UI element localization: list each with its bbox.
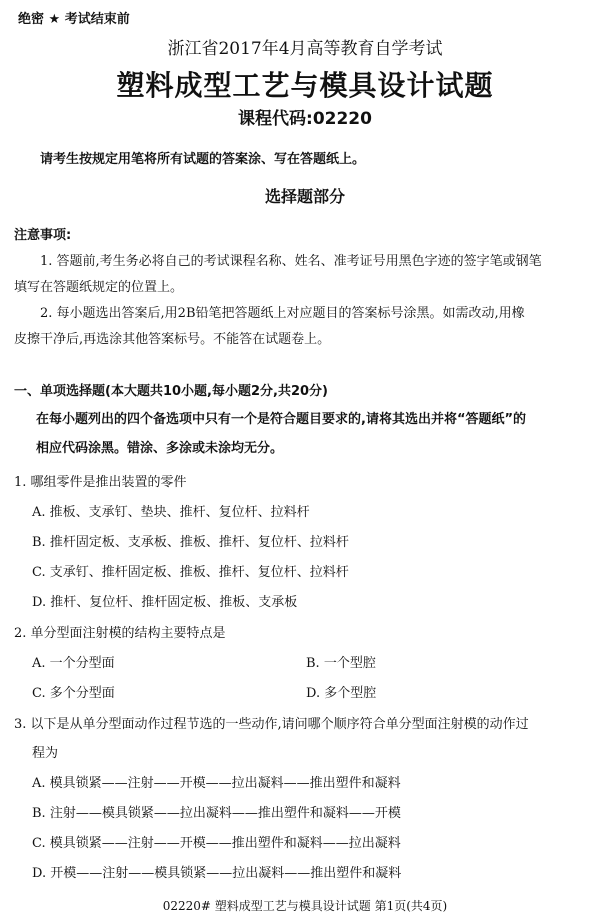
q2-option-b: B. 一个型腔 (306, 656, 376, 671)
q3-stem-line-1: 3. 以下是从单分型面动作过程节选的一些动作,请问哪个顺序符合单分型面注射模的动作过 (14, 717, 529, 732)
part1-heading: 一、单项选择题(本大题共10小题,每小题2分,共20分) (14, 384, 328, 399)
q1-stem: 1. 哪组零件是推出装置的零件 (14, 475, 187, 490)
q3-stem-line-2: 程为 (32, 746, 59, 761)
answer-instruction: 请考生按规定用笔将所有试题的答案涂、写在答题纸上。 (40, 152, 366, 167)
q3-option-d: D. 开模——注射——模具锁紧——拉出凝料——推出塑件和凝料 (32, 866, 402, 881)
q3-option-b: B. 注射——模具锁紧——拉出凝料——推出塑件和凝料——开模 (32, 806, 401, 821)
exam-title: 浙江省2017年4月高等教育自学考试 (167, 39, 443, 59)
q1-option-c: C. 支承钉、推杆固定板、推板、推杆、复位杆、拉料杆 (32, 565, 349, 580)
course-code: 课程代码:02220 (238, 109, 372, 129)
secret-label: 绝密 ★ 考试结束前 (18, 12, 130, 27)
part1-desc-line-2: 相应代码涂黑。错涂、多涂或未涂均无分。 (36, 441, 284, 456)
q1-option-b: B. 推杆固定板、支承板、推板、推杆、复位杆、拉料杆 (32, 535, 349, 550)
part1-desc-line-1: 在每小题列出的四个备选项中只有一个是符合题目要求的,请将其选出并将“答题纸”的 (36, 412, 527, 427)
note-2-line-2: 皮擦干净后,再选涂其他答案标号。不能答在试题卷上。 (14, 332, 331, 347)
q1-option-a: A. 推板、支承钉、垫块、推杆、复位杆、拉料杆 (32, 505, 310, 520)
section-title: 选择题部分 (264, 187, 345, 206)
q2-option-a: A. 一个分型面 (32, 656, 115, 671)
q1-option-d: D. 推杆、复位杆、推杆固定板、推板、支承板 (32, 595, 298, 610)
q2-option-d: D. 多个型腔 (306, 686, 377, 701)
q2-option-c: C. 多个分型面 (32, 686, 115, 701)
q2-stem: 2. 单分型面注射模的结构主要特点是 (14, 626, 226, 641)
q3-option-a: A. 模具锁紧——注射——开模——拉出凝料——推出塑件和凝料 (32, 776, 401, 791)
note-1-line-1: 1. 答题前,考生务必将自己的考试课程名称、姓名、准考证号用黑色字迹的签字笔或钢笔 (40, 254, 542, 269)
note-1-line-2: 填写在答题纸规定的位置上。 (14, 280, 184, 295)
note-2-line-1: 2. 每小题选出答案后,用2B铅笔把答题纸上对应题目的答案标号涂黑。如需改动,用橡 (40, 306, 525, 321)
page-footer: 02220# 塑料成型工艺与模具设计试题 第1页(共4页) (162, 899, 448, 913)
paper-title: 塑料成型工艺与模具设计试题 (116, 69, 494, 102)
notes-heading: 注意事项: (14, 228, 72, 243)
q3-option-c: C. 模具锁紧——注射——开模——推出塑件和凝料——拉出凝料 (32, 836, 401, 851)
